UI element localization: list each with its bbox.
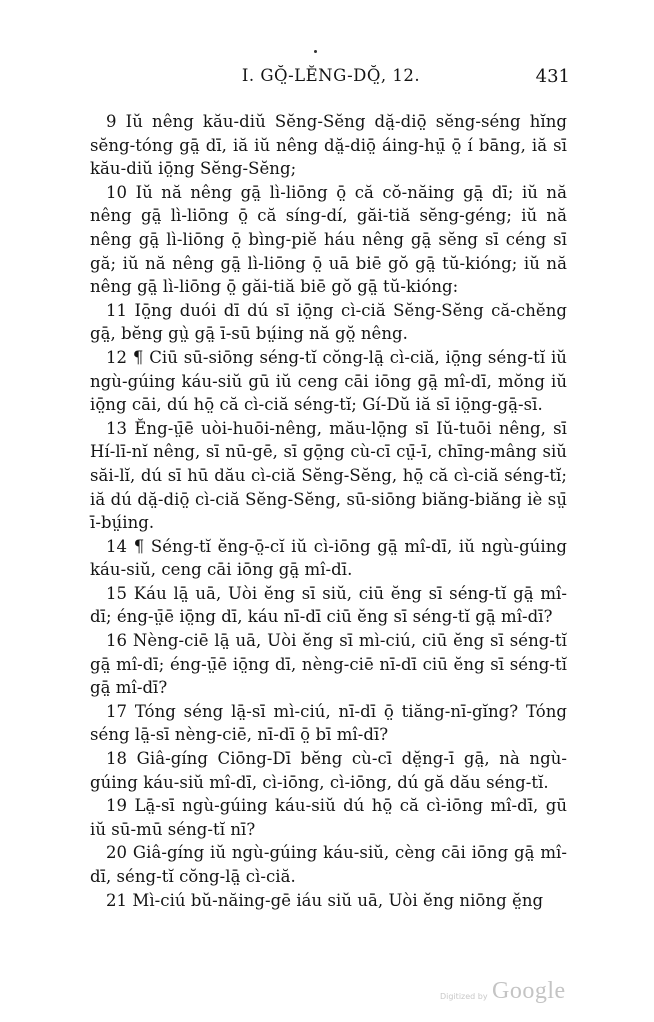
verse-17: 17 Tóng séng lā̤-sī mì-ciú, nī-dī ō̤ tiăng-nī-gĭng? Tóng séng lā̤-sī nèng-ciē, nī-dī ō̤ bī mî-dī?: [90, 701, 567, 745]
google-logo: Google: [492, 978, 566, 1004]
verse-14: 14 ¶ Séng-tĭ ĕng-ō̤-cĭ iŭ cì-iōng gā̤ mî-dī, iŭ ngù-gúing káu-siŭ, ceng cāi iōng gā̤ mî-dī.: [90, 536, 567, 580]
verse-20: 20 Giâ-gíng iŭ ngù-gúing káu-siŭ, cèng cāi iōng gā̤ mî-dī, séng-tĭ cŏng-lā̤ cì-ciă.: [90, 843, 567, 886]
verse-16: 16 Nèng-ciē lā̤ uā, Uòi ĕng sī mì-ciú, ciū ĕng sī séng-tĭ gā̤ mî-dī; éng-ṳ̄ē iō̤ng dī, nèng-ciē nī-dī ciū ĕng sī séng-tĭ gā̤ mî-dī?: [90, 631, 567, 698]
digitized-label: Digitized by: [440, 992, 488, 1001]
verse-12: 12 ¶ Ciū sū-siōng séng-tĭ cŏng-lā̤ cì-ciă, iō̤ng séng-tĭ iŭ ngù-gúing káu-siŭ gū iŭ ceng cāi iōng gā̤ mî-dī, mŏng iŭ iō̤ng cāi, dú hō̤ că cì-ciă séng-tĭ; Gí-Dŭ iă sī iō̤ng-gā̤-sī.: [90, 347, 567, 415]
verse-10: 10 Iŭ nă nêng gā̤ lì-liōng ō̤ că cŏ-năing gā̤ dī; iŭ nă nêng gā̤ lì-liōng ō̤ că síng-dí, găi-tiă sĕng-géng; iŭ nă nêng gā̤ lì-liōng ō̤ bìng-piĕ háu nêng gā̤ sĕng sī céng sī gă; iŭ nă nêng gā̤ lì-liōng ō̤ uā biē gŏ gā̤ tŭ-kióng; iŭ nă nêng gā̤ lì-liōng ō̤ găi-tiă biē gŏ gā̤ tŭ-kióng:: [90, 182, 567, 297]
verse-11: 11 Iō̤ng duói dī dú sī iō̤ng cì-ciă Sĕng-Sĕng că-chĕng gā̤, bĕng gṳ̀ gā̤ ī-sū bṳ́ing nă gŏ̤ nêng.: [90, 300, 567, 344]
top-ink-dot: [314, 50, 317, 53]
verse-9: 9 Iŭ nêng kău-diŭ Sĕng-Sĕng dă̤-diō̤ sĕng-séng hĭng sĕng-tóng gā̤ dī, iă iŭ nêng dă̤-diō̤ áing-hṳ̄ ō̤ í bāng, iă sī kău-diŭ iō̤ng Sĕng-Sĕng;: [90, 112, 567, 179]
page-number: 431: [535, 66, 570, 87]
google-watermark: [440, 978, 580, 1008]
scripture-text: [90, 110, 567, 912]
verse-19: 19 Lā̤-sī ngù-gúing káu-siŭ dú hō̤ că cì-iōng mî-dī, gū iŭ sū-mū séng-tĭ nī?: [90, 796, 567, 839]
verse-18: 18 Giâ-gíng Ciōng-Dī bĕng cù-cī dĕ̤ng-ī gā̤, nà ngù-gúing káu-siŭ mî-dī, cì-iōng, cì-iōng, dú gă dău séng-tĭ.: [90, 749, 567, 792]
running-head: I. GŎ̤-LĔNG-DŎ̤, 12.: [241, 66, 421, 85]
verse-13: 13 Ĕng-ṳ̄ē uòi-huōi-nêng, mău-lō̤ng sī Iŭ-tuōi nêng, sī Hí-lī-nĭ nêng, sī nū-gē, sī gō̤ng cù-cī cṳ̄-ī, chīng-mâng siŭ săi-lĭ, dú sī hū dău cì-ciă Sĕng-Sĕng, hō̤ că cì-ciă séng-tĭ; iă dú dă̤-diō̤ cì-ciă Sĕng-Sĕng, sū-siōng biăng-biăng iè sṳ̄ ī-bṳ́ing.: [90, 418, 567, 533]
verse-21: 21 Mì-ciú bŭ-năing-gē iáu siŭ uā, Uòi ĕng niōng ĕ̤ng: [106, 890, 544, 910]
page-header: [92, 66, 570, 94]
verse-15: 15 Káu lā̤ uā, Uòi ĕng sī siŭ, ciū ĕng sī séng-tĭ gā̤ mî-dī; éng-ṳ̄ē iō̤ng dī, káu nī-dī ciū ĕng sī séng-tĭ gā̤ mî-dī?: [90, 583, 567, 627]
